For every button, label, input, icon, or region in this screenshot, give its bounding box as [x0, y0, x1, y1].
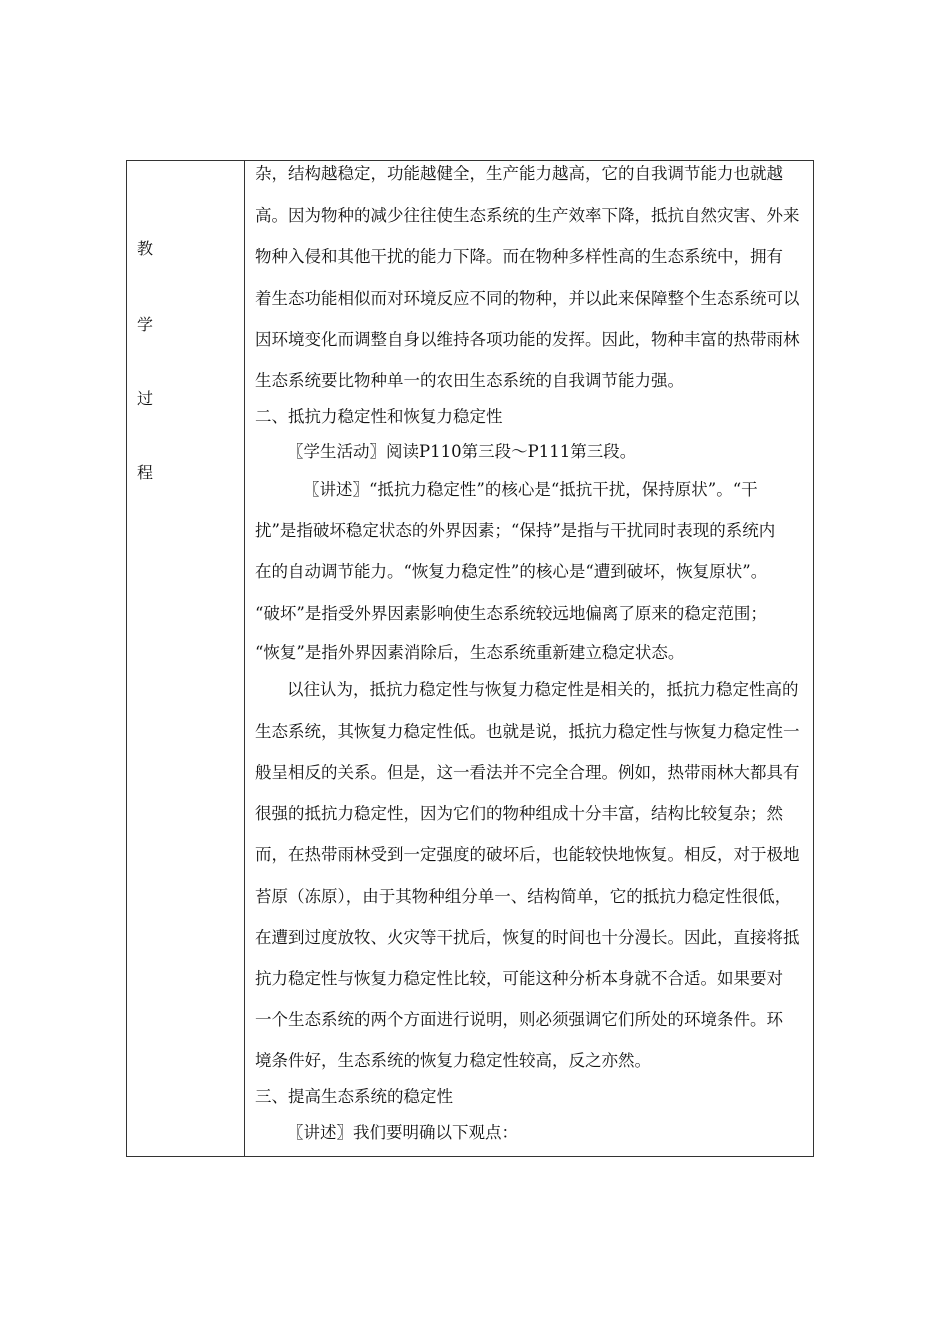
- text-line: 生态系统要比物种单一的农田生态系统的自我调节能力强。: [255, 371, 684, 390]
- text-line: 境条件好，生态系统的恢复力稳定性较高，反之亦然。: [255, 1051, 651, 1070]
- text-line: 苔原（冻原），由于其物种组分单一、结构简单，它的抵抗力稳定性很低，: [255, 887, 792, 906]
- text-line: 着生态功能相似而对环境反应不同的物种，并以此来保障整个生态系统可以: [255, 289, 800, 308]
- text-line: 般呈相反的关系。但是，这一看法并不完全合理。例如，热带雨林大都具有: [255, 763, 800, 782]
- text-line: 抗力稳定性与恢复力稳定性比较，可能这种分析本身就不合适。如果要对: [255, 969, 783, 988]
- section-label-char: 过: [136, 389, 153, 408]
- section-label-char: 教: [136, 239, 153, 258]
- text-line: 在遭到过度放牧、火灾等干扰后，恢复的时间也十分漫长。因此，直接将抵: [255, 928, 800, 947]
- section-heading: 二、抵抗力稳定性和恢复力稳定性: [255, 407, 503, 426]
- text-line: 〖学生活动〗阅读P110第三段～P111第三段。: [287, 442, 637, 461]
- lesson-table: [126, 160, 814, 1157]
- text-line: “破坏”是指受外界因素影响使生态系统较远地偏离了原来的稳定范围；: [255, 604, 767, 623]
- section-label-char: 学: [136, 315, 153, 334]
- text-line: 〖讲述〗“抵抗力稳定性”的核心是“抵抗干扰，保持原状”。“干: [303, 480, 758, 499]
- text-line: 扰”是指破坏稳定状态的外界因素；“保持”是指与干扰同时表现的系统内: [255, 521, 776, 540]
- section-heading: 三、提高生态系统的稳定性: [255, 1087, 453, 1106]
- text-line: 高。因为物种的减少往往使生态系统的生产效率下降，抵抗自然灾害、外来: [255, 206, 800, 225]
- section-label-char: 程: [136, 463, 153, 482]
- text-line: 因环境变化而调整自身以维持各项功能的发挥。因此，物种丰富的热带雨林: [255, 330, 800, 349]
- column-divider: [244, 161, 245, 1156]
- text-line: 以往认为，抵抗力稳定性与恢复力稳定性是相关的，抵抗力稳定性高的: [287, 680, 799, 699]
- text-line: 〖讲述〗我们要明确以下观点：: [287, 1123, 518, 1142]
- text-line: 一个生态系统的两个方面进行说明，则必须强调它们所处的环境条件。环: [255, 1010, 783, 1029]
- text-line: 杂，结构越稳定，功能越健全，生产能力越高，它的自我调节能力也就越: [255, 164, 783, 183]
- text-line: 物种入侵和其他干扰的能力下降。而在物种多样性高的生态系统中，拥有: [255, 247, 783, 266]
- text-line: 而，在热带雨林受到一定强度的破坏后，也能较快地恢复。相反，对于极地: [255, 845, 800, 864]
- text-line: 很强的抵抗力稳定性，因为它们的物种组成十分丰富，结构比较复杂；然: [255, 804, 783, 823]
- text-line: 生态系统，其恢复力稳定性低。也就是说，抵抗力稳定性与恢复力稳定性一: [255, 722, 800, 741]
- text-line: “恢复”是指外界因素消除后，生态系统重新建立稳定状态。: [255, 643, 685, 662]
- text-line: 在的自动调节能力。“恢复力稳定性”的核心是“遭到破坏，恢复原状”。: [255, 562, 768, 581]
